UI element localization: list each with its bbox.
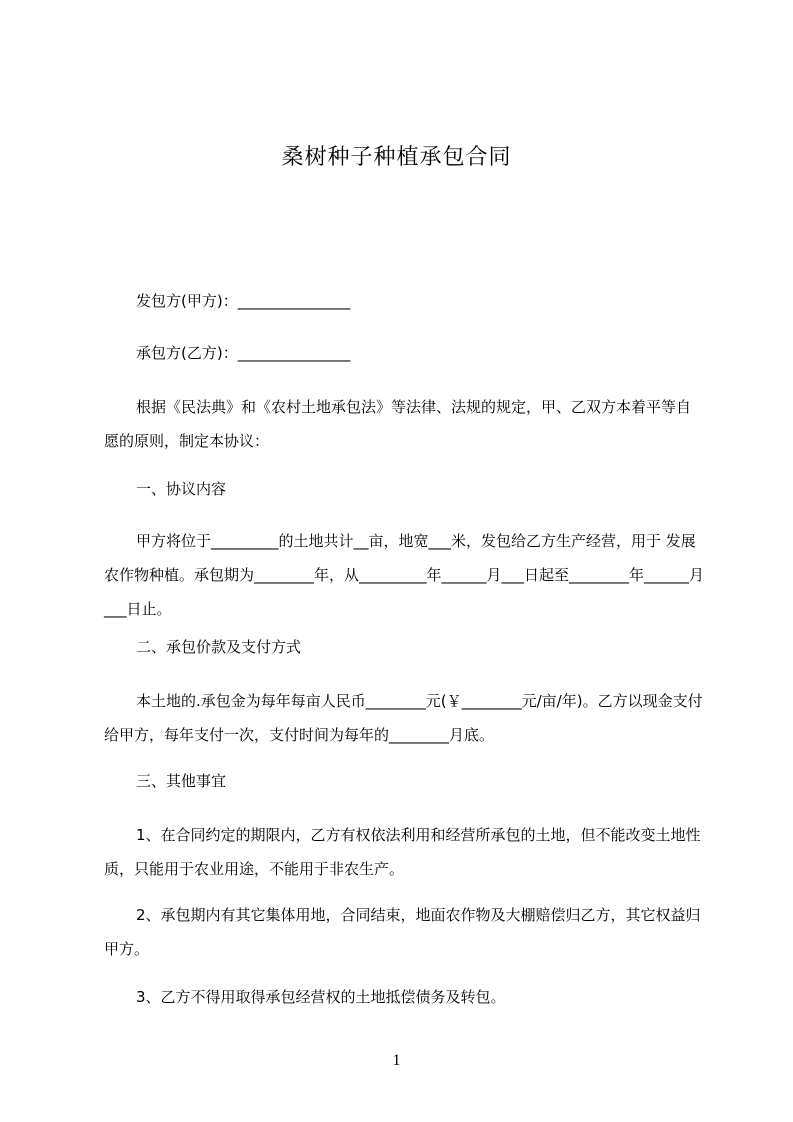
party-b-line: 承包方(乙方)：_______________ [136, 344, 351, 362]
section1-heading: 一、协议内容 [136, 480, 227, 498]
clause-1: 1、在合同约定的期限内，乙方有权依法利用和经营所承包的土地，但不能改变土地性质，只能用于农业用途，不能用于非农生产。 [104, 826, 701, 878]
document-title: 桑树种子种植承包合同 [281, 145, 512, 170]
page-number: 1 [392, 1052, 401, 1069]
clause-2: 2、承包期内有其它集体用地，合同结束，地面农作物及大棚赔偿归乙方，其它权益归甲方。 [104, 906, 701, 958]
section2-body: 本土地的.承包金为每年每亩人民币________元(￥________元/亩/年)。乙方以现金支付给甲方，每年支付一次，支付时间为每年的________月底。 [104, 692, 703, 744]
preamble-paragraph: 根据《民法典》和《农村土地承包法》等法律、法规的规定，甲、乙双方本着平等自愿的原则，制定本协议： [104, 398, 692, 450]
section3-heading: 三、其他事宜 [136, 772, 227, 790]
party-a-line: 发包方(甲方)：_______________ [136, 292, 351, 310]
section1-body: 甲方将位于_________的土地共计__亩，地宽___米，发包给乙方生产经营，用于 发展农作物种植。承包期为________年，从_________年______月___日起至________年______月___日止。 [104, 532, 705, 618]
section2-heading: 二、承包价款及支付方式 [136, 638, 302, 656]
clause-3: 3、乙方不得用取得承包经营权的土地抵偿债务及转包。 [136, 988, 506, 1006]
